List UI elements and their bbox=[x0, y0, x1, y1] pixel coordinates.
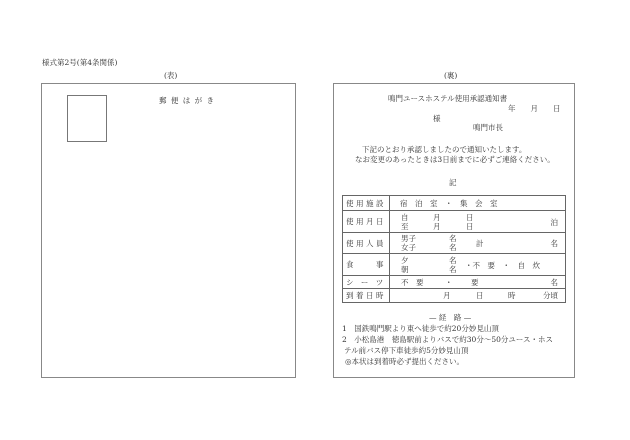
issuer: 鳴門市長 bbox=[473, 123, 503, 132]
value-dates: 自 月 日 至 月 日 泊 bbox=[390, 211, 566, 233]
submission-note: ◎本状は到着時必ず提出ください。 bbox=[345, 357, 465, 366]
value-people: 男子 名 女子 名 計 名 bbox=[390, 233, 566, 254]
row-dates bbox=[343, 211, 566, 233]
value-sheets: 不 要 ・ 要 名 bbox=[390, 276, 566, 289]
label-meals: 食 事 bbox=[343, 254, 390, 276]
value-meals: 夕 名 朝 名 ・不 要 ・ 自 炊 bbox=[390, 254, 566, 276]
row-facility bbox=[343, 196, 566, 211]
row-people bbox=[343, 233, 566, 254]
usage-table bbox=[342, 195, 566, 303]
notice-title: 鳴門ユースホステル使用承認通知書 bbox=[388, 94, 508, 103]
record-mark: 記 bbox=[449, 178, 457, 187]
back-heading: (裏) bbox=[444, 71, 458, 80]
value-arrival: 月 日 時 分頃 bbox=[390, 289, 566, 303]
label-people: 使用人員 bbox=[343, 233, 390, 254]
postcard-front bbox=[41, 83, 296, 378]
body-line-1: 下記のとおり承認しましたので通知いたします。 bbox=[362, 145, 527, 154]
route-line-2: 2 小松島港 徳島駅前よりバスで約30分～50分ユース・ホス bbox=[342, 335, 553, 344]
label-facility: 使用施設 bbox=[343, 196, 390, 211]
row-arrival bbox=[343, 289, 566, 303]
form-label: 様式第2号(第4条関係) bbox=[42, 58, 118, 67]
nights-label: 泊 bbox=[550, 217, 558, 227]
stamp-box bbox=[67, 95, 107, 142]
route-heading: — 経 路 — bbox=[429, 313, 472, 322]
row-sheets bbox=[343, 276, 566, 289]
addressee: 様 bbox=[433, 114, 441, 123]
date-line: 年 月 日 bbox=[508, 104, 561, 113]
label-arrival: 到着日時 bbox=[343, 289, 390, 303]
route-line-1: 1 国鉄鳴門駅より東へ徒歩で約20分妙見山頂 bbox=[342, 324, 499, 333]
body-line-2: なお変更のあったときは3日前までに必ずご連絡ください。 bbox=[355, 155, 555, 164]
route-line-3: テル前バス停下車徒歩約5分妙見山頂 bbox=[344, 346, 469, 355]
row-meals bbox=[343, 254, 566, 276]
value-facility: 宿 泊 室 ・ 集 会 室 bbox=[390, 196, 566, 211]
postcard-title: 郵 便 は が き bbox=[159, 96, 216, 105]
label-sheets: シ ー ツ bbox=[343, 276, 390, 289]
front-heading: (表) bbox=[164, 71, 178, 80]
label-dates: 使用月日 bbox=[343, 211, 390, 233]
